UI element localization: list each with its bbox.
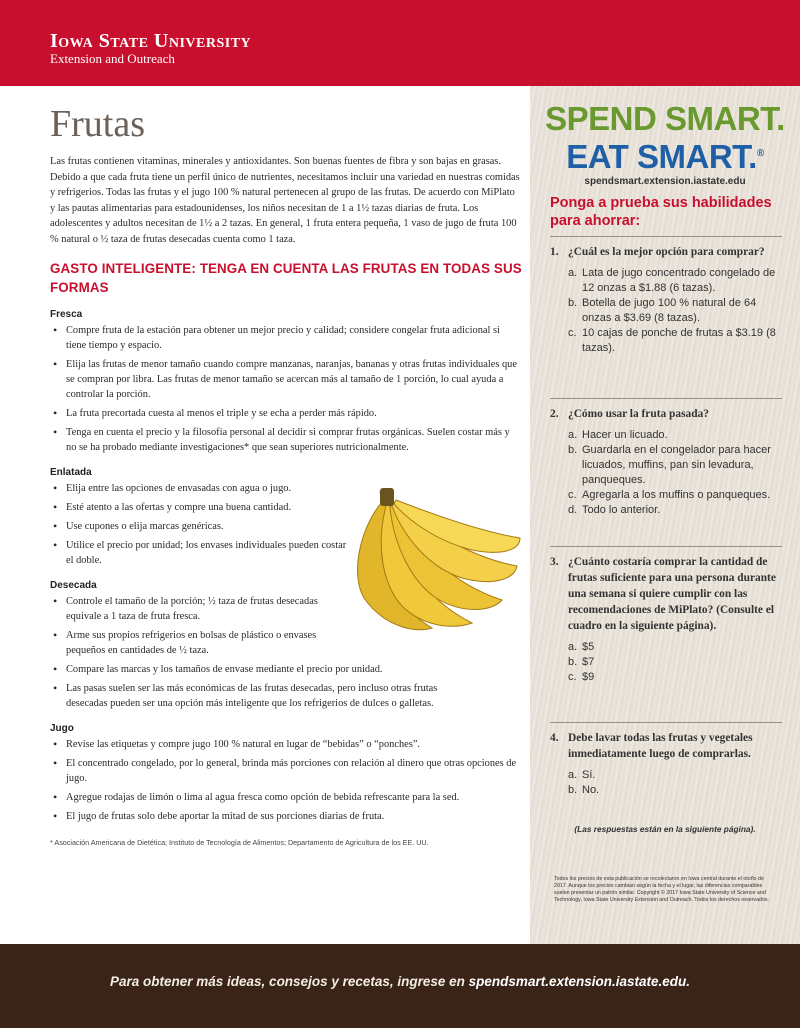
list-item: • Elija entre las opciones de envasadas con agua o jugo. bbox=[50, 481, 350, 496]
option-item bbox=[568, 296, 782, 326]
list-item: • El jugo de frutas solo debe aportar la mitad de sus porciones diarias de fruta. bbox=[50, 809, 522, 824]
option-item bbox=[568, 443, 782, 488]
logo-spend-smart: SPEND SMART. bbox=[545, 100, 785, 137]
list-item: • Controle el tamaño de la porción; ½ taza de frutas desecadas equivale a 1 taza de fruta fresca. bbox=[50, 594, 350, 624]
option-text: No. bbox=[582, 784, 600, 796]
list-item: • Esté atento a las ofertas y compre una buena cantidad. bbox=[50, 500, 350, 515]
divider bbox=[550, 236, 782, 237]
option-letter: c. bbox=[568, 489, 577, 501]
option-letter: a. bbox=[568, 641, 578, 653]
option-letter: a. bbox=[568, 267, 578, 279]
footer-band bbox=[0, 944, 800, 1028]
quiz-heading: Ponga a prueba sus habilidades para ahorrar: bbox=[550, 195, 772, 229]
option-letter: c. bbox=[568, 327, 577, 339]
options-list bbox=[550, 768, 782, 798]
option-letter: b. bbox=[568, 656, 578, 668]
logo-url: spendsmart.extension.iastate.edu bbox=[584, 176, 746, 187]
options-list bbox=[550, 640, 782, 685]
university-name: Iowa State University bbox=[50, 30, 252, 52]
footer-lead: Para obtener más ideas, consejos y recetas, ingrese en bbox=[109, 974, 469, 989]
group-label-desecada: Desecada bbox=[50, 580, 97, 591]
list-item: • Compre fruta de la estación para obtener un mejor precio y calidad; considere congelar fruta adicional si tiene tiempo y espacio. bbox=[50, 323, 522, 353]
option-item bbox=[568, 503, 782, 518]
section-title: GASTO INTELIGENTE: TENGA EN CUENTA LAS FRUTAS EN TODAS SUS FORMAS bbox=[50, 261, 522, 295]
sidebar-quiz bbox=[530, 86, 800, 944]
list-item: • Use cupones o elija marcas genéricas. bbox=[50, 519, 350, 534]
option-text: Guardarla en el congelador para hacer licuados, muffins, pan sin levadura, panqueques. bbox=[582, 444, 771, 486]
main-column bbox=[50, 100, 522, 847]
option-item bbox=[568, 428, 782, 443]
list-item: • Arme sus propios refrigerios en bolsas de plástico o envases pequeños en cantidades de ½ taza. bbox=[50, 628, 350, 658]
answers-note: (Las respuestas están en la siguiente página). bbox=[574, 824, 756, 834]
option-text: Hacer un licuado. bbox=[582, 429, 668, 441]
option-letter: b. bbox=[568, 297, 578, 309]
header-bar bbox=[0, 0, 800, 86]
list-item: • Compare las marcas y los tamaños de envase mediante el precio por unidad. bbox=[50, 662, 470, 677]
question-body: ¿Cuál es la mejor opción para comprar? bbox=[568, 246, 765, 258]
question-body: ¿Cuánto costaría comprar la cantidad de frutas suficiente para una persona durante una semana si quiere cumplir con las recomendaciones de MiPlato? (Consulte el cuadro en la siguiente página). bbox=[568, 556, 776, 632]
question-number: 2. bbox=[550, 408, 559, 420]
option-text: Todo lo anterior. bbox=[582, 504, 661, 516]
option-item bbox=[568, 670, 782, 685]
option-item bbox=[568, 640, 782, 655]
option-letter: b. bbox=[568, 444, 578, 456]
option-text: $9 bbox=[582, 671, 595, 683]
option-item bbox=[568, 655, 782, 670]
question-number: 3. bbox=[550, 556, 559, 568]
group-label-fresca: Fresca bbox=[50, 309, 83, 320]
question-body: Debe lavar todas las frutas y vegetales inmediatamente luego de comprarlas. bbox=[568, 732, 753, 760]
option-letter: a. bbox=[568, 429, 578, 441]
divider bbox=[550, 546, 782, 547]
list-item: • Tenga en cuenta el precio y la filosofía personal al decidir si comprar frutas orgánicas. Suelen costar más y no se ha probado mediante investigaciones* que sean superiores nutricionalmente. bbox=[50, 425, 522, 455]
logo-eat-smart-text: EAT SMART. bbox=[566, 138, 757, 175]
banana-image bbox=[352, 488, 522, 636]
footer-end: . bbox=[686, 974, 691, 989]
question-text bbox=[550, 730, 782, 762]
option-item bbox=[568, 488, 782, 503]
legal-text: Todos los precios de esta publicación se recolectaron en Iowa central durante el otoño de 2017. Aunque los precios cambian según la fecha y el lugar, las diferencias comparables suelen presentar un patrón similar. Copyright © 2017 Iowa State University of Science and Technology, Iowa State University Extension and Outreach. Todos los derechos reservados. bbox=[554, 876, 770, 903]
options-list bbox=[550, 428, 782, 518]
divider bbox=[550, 722, 782, 723]
footnote: * Asociación Americana de Dietética; Instituto de Tecnología de Alimentos; Departamento de Agricultura de los EE. UU. bbox=[50, 838, 429, 847]
list-item: • La fruta precortada cuesta al menos el triple y se echa a perder más rápido. bbox=[50, 406, 522, 421]
option-text: Botella de jugo 100 % natural de 64 onzas a $3.69 (8 tazas). bbox=[582, 297, 757, 324]
options-list bbox=[550, 266, 782, 356]
footer-url-link[interactable]: spendsmart.extension.iastate.edu bbox=[468, 974, 687, 989]
option-letter: c. bbox=[568, 671, 577, 683]
footer-text bbox=[0, 974, 800, 989]
quiz-question-3 bbox=[550, 554, 782, 685]
option-text: 10 cajas de ponche de frutas a $3.19 (8 tazas). bbox=[582, 327, 776, 354]
option-text: Agregarla a los muffins o panqueques. bbox=[582, 489, 771, 501]
list-jugo bbox=[50, 737, 522, 824]
quiz-question-4 bbox=[550, 730, 782, 798]
option-letter: d. bbox=[568, 504, 578, 516]
list-item: • Elija las frutas de menor tamaño cuando compre manzanas, naranjas, bananas y otras frutas individuales que se compran por libra. Las frutas de menor tamaño se acercan más al tamaño de 1 porción, lo cual ayuda a controlar la porción. bbox=[50, 357, 522, 402]
page-title: Frutas bbox=[50, 103, 145, 145]
intro-paragraph: Las frutas contienen vitaminas, minerales y antioxidantes. Son buenas fuentes de fibra y son bajas en grasas. Debido a que cada fruta tiene un perfil único de nutrientes, necesitamos incluir una variedad en nuestras comidas y refrigerios. Todas las frutas y el jugo 100 % natural pertenecen al grupo de las frutas. De acuerdo con MiPlato y las pautas alimentarias para estadounidenses, los niños necesitan de 1 a 1½ tazas diarias de fruta. Los adolescentes y adultos necesitan de 1½ a 2 tazas. En general, 1 fruta entera pequeña, 1 vaso de jugo de fruta 100 % natural o ½ taza de frutas desecadas cuenta como 1 taza. bbox=[50, 156, 520, 245]
option-item bbox=[568, 326, 782, 356]
option-text: Sí. bbox=[582, 769, 596, 781]
question-text bbox=[550, 554, 782, 634]
question-number: 4. bbox=[550, 732, 559, 744]
list-fresca bbox=[50, 323, 522, 455]
quiz-question-1 bbox=[550, 244, 782, 356]
option-text: Lata de jugo concentrado congelado de 12 onzas a $1.88 (6 tazas). bbox=[582, 267, 776, 294]
option-item bbox=[568, 783, 782, 798]
quiz-question-2 bbox=[550, 406, 782, 518]
option-text: $7 bbox=[582, 656, 595, 668]
divider bbox=[550, 398, 782, 399]
option-text: $5 bbox=[582, 641, 595, 653]
list-item: • Las pasas suelen ser las más económicas de las frutas desecadas, pero incluso otras frutas desecadas pueden ser una opción más inteligente que los refrigerios de dulces o galletas. bbox=[50, 681, 470, 711]
list-item: • Revise las etiquetas y compre jugo 100 % natural en lugar de “bebidas” o “ponches”. bbox=[50, 737, 522, 752]
option-item bbox=[568, 266, 782, 296]
list-item: • Agregue rodajas de limón o lima al agua fresca como opción de bebida refrescante para la sed. bbox=[50, 790, 522, 805]
logo-eat-smart bbox=[530, 138, 800, 176]
option-item bbox=[568, 768, 782, 783]
question-number: 1. bbox=[550, 246, 559, 258]
university-subtitle: Extension and Outreach bbox=[50, 51, 175, 66]
question-text bbox=[550, 406, 782, 422]
question-text bbox=[550, 244, 782, 260]
list-item: • Utilice el precio por unidad; los envases individuales pueden costar el doble. bbox=[50, 538, 350, 568]
option-letter: a. bbox=[568, 769, 578, 781]
group-label-enlatada: Enlatada bbox=[50, 467, 92, 478]
group-label-jugo: Jugo bbox=[50, 723, 74, 734]
registered-mark: ® bbox=[756, 148, 764, 159]
question-body: ¿Cómo usar la fruta pasada? bbox=[568, 408, 709, 420]
list-item: • El concentrado congelado, por lo general, brinda más porciones con relación al dinero que otras opciones de jugo. bbox=[50, 756, 522, 786]
option-letter: b. bbox=[568, 784, 578, 796]
